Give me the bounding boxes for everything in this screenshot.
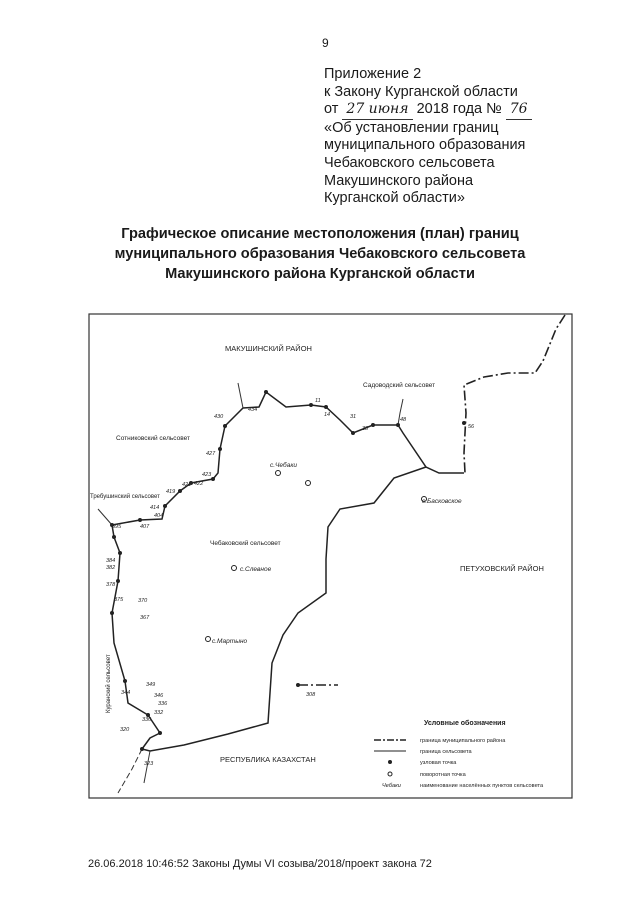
node-point <box>462 421 466 425</box>
label-makushinsky-district: МАКУШИНСКИЙ РАЙОН <box>225 344 312 353</box>
point-number: 414 <box>150 505 160 511</box>
node-point <box>351 431 355 435</box>
legend-district-label: граница муниципального района <box>420 738 506 744</box>
point-number: 427 <box>206 451 216 457</box>
point-number: 308 <box>306 692 316 698</box>
settlement-markers <box>206 471 427 642</box>
node-point <box>371 423 375 427</box>
point-number: 382 <box>106 565 116 571</box>
settlement-marker <box>232 566 237 571</box>
point-number: 349 <box>146 682 156 688</box>
title-line-1: Графическое описание местоположения (план) границ <box>121 226 519 242</box>
legend-title: Условные обозначения <box>424 720 506 727</box>
point-number: 422 <box>194 481 204 487</box>
boundary-southwest <box>118 749 142 793</box>
footer-path: 26.06.2018 10:46:52 Законы Думы VI созыва/2018/проект закона 72 <box>88 858 432 870</box>
point-number: 419 <box>166 489 176 495</box>
handwritten-date: 27 июня <box>342 101 412 120</box>
node-point <box>396 423 400 427</box>
point-number: 48 <box>400 417 407 423</box>
point-number: 421 <box>182 482 192 488</box>
point-number: 370 <box>138 598 148 604</box>
label-slevnoe: с.Слевное <box>240 566 272 573</box>
point-number: 11 <box>315 398 321 404</box>
point-number: 14 <box>324 412 331 418</box>
label-kurgansky: Куранский сельсовет <box>106 654 112 713</box>
node-point <box>118 551 122 555</box>
law-title-2: муниципального образования <box>324 137 526 154</box>
node-point <box>116 579 120 583</box>
point-number: 38 <box>362 426 369 432</box>
point-number: 346 <box>154 693 164 699</box>
point-number: 404 <box>154 513 164 519</box>
handwritten-number: 76 <box>506 101 532 120</box>
page-number: 9 <box>322 36 329 50</box>
appendix-label: Приложение 2 <box>324 66 422 82</box>
title-line-3: Макушинского района Курганской области <box>165 266 475 282</box>
label-kazakhstan: РЕСПУБЛИКА КАЗАХСТАН <box>220 755 316 764</box>
settlement-marker <box>306 481 311 486</box>
label-chebakovsky: Чебаковский сельсовет <box>210 540 281 547</box>
node-points <box>110 390 466 751</box>
node-point <box>218 447 222 451</box>
document-title <box>60 224 580 284</box>
boundary-sotnikovsky <box>238 383 243 408</box>
adjacent-boundaries <box>98 383 403 793</box>
title-line-2: муниципального образования Чебаковского сельсовета <box>114 246 526 262</box>
settlement-marker <box>206 637 211 642</box>
chebakovsky-boundary <box>112 392 464 751</box>
point-number: 375 <box>114 597 124 603</box>
legend-selsovet-label: граница сельсовета <box>420 749 472 755</box>
legend-node-label: узловая точка <box>420 760 457 766</box>
point-number: 31 <box>350 414 357 420</box>
legend-turn-label: поворотная точка <box>420 772 466 778</box>
node-point <box>264 390 268 394</box>
date-prefix: от <box>324 101 339 118</box>
legend-sample-name: Чебаки <box>382 783 401 789</box>
law-date-line <box>324 101 624 120</box>
label-petukhovsky-district: ПЕТУХОВСКИЙ РАЙОН <box>460 564 544 573</box>
legend-node-swatch <box>388 760 392 764</box>
label-baskovskoe: с.Басковское <box>422 498 462 505</box>
law-reference: к Закону Курганской области <box>324 83 518 100</box>
node-point <box>178 489 182 493</box>
label-sadovodsky: Садоводский сельсовет <box>363 382 436 389</box>
node-point <box>211 477 215 481</box>
point-number: 323 <box>144 761 154 767</box>
legend-turn-swatch <box>388 772 392 776</box>
node-point <box>163 504 167 508</box>
law-title-3: Чебаковского сельсовета <box>324 154 495 171</box>
point-number: 336 <box>158 701 168 707</box>
map-legend <box>374 719 544 789</box>
law-title-5: Курганской области» <box>324 190 465 207</box>
law-title-1: «Об установлении границ <box>324 119 499 136</box>
appendix-header <box>324 66 624 208</box>
node-point <box>223 424 227 428</box>
date-year: 2018 года № <box>416 101 502 118</box>
label-trebushinsky: Требушинский сельсовет <box>90 494 160 500</box>
point-number: 367 <box>140 615 150 621</box>
boundary-east-south <box>142 467 426 751</box>
point-number: 384 <box>106 558 116 564</box>
node-point <box>158 731 162 735</box>
point-number: 378 <box>106 582 116 588</box>
point-number: 434 <box>248 407 258 413</box>
node-point <box>123 679 127 683</box>
label-martyno: с.Мартыно <box>212 638 248 645</box>
settlement-marker <box>276 471 281 476</box>
point-number: 320 <box>120 727 130 733</box>
point-numbers <box>106 398 475 767</box>
node-point <box>140 747 144 751</box>
boundary-trebushinsky <box>98 509 112 525</box>
point-number: 430 <box>214 414 224 420</box>
boundary-west-north <box>112 392 464 749</box>
boundary-map <box>88 313 573 799</box>
node-point <box>138 518 142 522</box>
point-number: 56 <box>468 424 475 430</box>
point-number: 395 <box>112 524 122 530</box>
node-point <box>324 405 328 409</box>
node-point <box>110 611 114 615</box>
node-point <box>296 683 300 687</box>
point-number: 407 <box>140 524 150 530</box>
law-title-4: Макушинского района <box>324 172 474 189</box>
district-boundary-east <box>464 315 565 473</box>
legend-settlement-label: наименование населённых пунктов сельсовета <box>420 783 544 789</box>
point-number: 344 <box>121 690 131 696</box>
map-svg <box>88 313 573 799</box>
point-number: 330 <box>142 717 152 723</box>
point-number: 332 <box>154 710 164 716</box>
node-point <box>112 535 116 539</box>
label-sotnikovsky: Сотниковский сельсовет <box>116 435 190 442</box>
label-chebaki: с.Чебаки <box>270 462 298 469</box>
node-point <box>309 403 313 407</box>
boundary-south-stub <box>144 751 150 783</box>
point-number: 423 <box>202 472 212 478</box>
